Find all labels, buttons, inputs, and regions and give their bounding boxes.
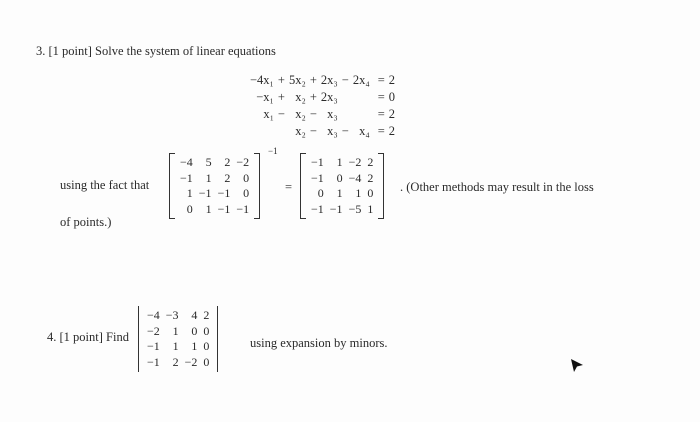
equation-term: x₂ <box>295 90 306 104</box>
equation-term: + <box>277 90 285 104</box>
determinant-cell: −1 <box>147 339 160 353</box>
matrix-a-cell: −4 <box>180 155 193 169</box>
determinant-cell: −1 <box>147 354 160 369</box>
matrix-inverse <box>300 153 384 219</box>
matrix-a <box>169 153 260 219</box>
matrix-a-table <box>177 155 252 217</box>
matrix-a-cell: 0 <box>186 201 193 216</box>
matrix-inverse-cell: −1 <box>311 201 324 216</box>
equation-term: = <box>377 107 385 121</box>
matrix-a-cell: 5 <box>205 155 212 169</box>
equation-term: 2 <box>388 107 395 121</box>
determinant-row <box>144 324 212 340</box>
determinant-cell: 2 <box>203 308 210 322</box>
equation-term: 0 <box>388 90 395 104</box>
inverse-exponent: −1 <box>268 146 278 156</box>
equation-term: + <box>309 73 317 87</box>
matrix-inverse-cell: 1 <box>355 186 362 200</box>
equation-term <box>351 89 372 106</box>
equation-term <box>351 106 372 123</box>
problem-4-prompt: 4. [1 point] Find <box>47 330 129 344</box>
equation-term: = <box>377 124 385 138</box>
matrix-inverse-row <box>308 202 376 218</box>
determinant-cell: 1 <box>191 339 198 353</box>
equation-term: + <box>277 73 285 87</box>
matrix-inverse-cell: 1 <box>367 201 374 216</box>
equation-term: − <box>341 73 349 87</box>
matrix-inverse-cell: −5 <box>348 201 362 216</box>
matrix-a-cell: 1 <box>205 170 212 185</box>
matrix-inverse-cell: 0 <box>317 186 324 200</box>
equation-term: 2x₃ <box>320 90 338 104</box>
equation-table <box>248 72 397 140</box>
matrix-inverse-cell: 0 <box>336 170 343 185</box>
matrix-a-row <box>177 202 252 218</box>
determinant-right-bar <box>217 306 218 372</box>
equation-term: 2x₄ <box>352 73 370 87</box>
determinant-cell: 4 <box>191 308 198 322</box>
equation-term: 2 <box>388 124 395 138</box>
matrix-inverse-cell: 1 <box>336 155 343 169</box>
determinant-cell: 2 <box>172 354 179 369</box>
equation-system <box>248 72 397 140</box>
determinant-cell: −2 <box>184 354 198 369</box>
matrix-a-cell: 0 <box>243 170 250 185</box>
determinant-cell: 0 <box>191 323 198 338</box>
matrix-a-cell: −1 <box>180 170 193 185</box>
matrix-inverse-cell: 1 <box>336 186 343 200</box>
matrix-a-cell: 2 <box>224 170 231 185</box>
matrix-inverse-cell: 2 <box>367 155 374 169</box>
determinant-cell: 0 <box>203 354 210 369</box>
using-text: using the fact that <box>60 178 150 192</box>
matrix-inverse-cell: 2 <box>367 170 374 185</box>
equation-term: − <box>277 107 285 121</box>
matrix-a-cell: 2 <box>224 155 231 169</box>
equation-term: x₄ <box>359 124 370 138</box>
matrix-a-cell: 0 <box>243 186 250 200</box>
equation-term: −4x₁ <box>250 73 274 87</box>
equation-term: − <box>309 124 317 138</box>
equation-term <box>340 106 351 123</box>
matrix-inverse-row <box>308 171 376 187</box>
matrix-a-left-bracket <box>169 153 175 219</box>
matrix-inverse-cell: −1 <box>311 170 324 185</box>
determinant-cell: 0 <box>203 323 210 338</box>
equals-sign: = <box>285 180 293 194</box>
matrix-a-cell: −1 <box>217 186 231 200</box>
equation-term: 5x₂ <box>288 73 306 87</box>
equation-term <box>276 123 287 140</box>
determinant-cell: 1 <box>172 339 179 353</box>
matrix-a-cell: −2 <box>236 155 250 169</box>
matrix-a-right-bracket <box>254 153 260 219</box>
problem-3-prompt: 3. [1 point] Solve the system of linear equations <box>36 44 276 58</box>
determinant-cell: 1 <box>172 323 179 338</box>
matrix-inverse-cell: −1 <box>311 155 324 169</box>
equation-row <box>248 106 397 123</box>
determinant-row <box>144 339 212 355</box>
equation-row <box>248 72 397 89</box>
determinant-row <box>144 308 212 324</box>
equation-term: = <box>377 73 385 87</box>
equation-term: x₂ <box>295 107 306 121</box>
equation-term: − <box>309 107 317 121</box>
equation-term: 2x₃ <box>320 73 338 87</box>
equation-row <box>248 123 397 140</box>
matrix-inverse-row <box>308 155 376 171</box>
matrix-inverse-right-bracket <box>378 153 384 219</box>
matrix-inverse-table <box>308 155 376 217</box>
equation-term: = <box>377 90 385 104</box>
determinant-cell: −2 <box>147 323 160 338</box>
matrix-inverse-cell: −1 <box>329 201 343 216</box>
matrix-a-cell: 1 <box>205 201 212 216</box>
equation-term: x₃ <box>327 107 338 121</box>
matrix-inverse-left-bracket <box>300 153 306 219</box>
matrix-a-row <box>177 171 252 187</box>
equation-term: x₃ <box>327 124 338 138</box>
matrix-inverse-cell: 0 <box>367 186 374 200</box>
determinant-cell: 0 <box>203 339 210 353</box>
matrix-inverse-cell: −4 <box>348 170 362 185</box>
determinant-cell: −3 <box>165 308 179 322</box>
equation-row <box>248 89 397 106</box>
matrix-a-row <box>177 155 252 171</box>
problem-4-suffix: using expansion by minors. <box>250 336 388 350</box>
matrix-a-cell: −1 <box>198 186 212 200</box>
determinant-row <box>144 355 212 371</box>
determinant-cell: −4 <box>147 308 160 322</box>
equation-term: − <box>341 124 349 138</box>
matrix-a-cell: −1 <box>236 201 250 216</box>
equation-term: −x₁ <box>256 90 274 104</box>
matrix-inverse-row <box>308 186 376 202</box>
matrix-a-row <box>177 186 252 202</box>
equation-term: x₂ <box>295 124 306 138</box>
other-methods-text-continued: of points.) <box>60 215 112 229</box>
matrix-inverse-cell: −2 <box>348 155 362 169</box>
determinant-table <box>144 308 212 370</box>
equation-term: x₁ <box>263 107 274 121</box>
determinant-left-bar <box>138 306 139 372</box>
determinant-matrix <box>138 306 218 372</box>
matrix-a-cell: −1 <box>217 201 231 216</box>
other-methods-text: . (Other methods may result in the loss <box>400 180 594 194</box>
equation-term <box>340 89 351 106</box>
equation-term <box>248 123 276 140</box>
equation-term: + <box>309 90 317 104</box>
mouse-cursor-icon <box>570 358 584 374</box>
equation-term: 2 <box>388 73 395 87</box>
matrix-a-cell: 1 <box>186 186 193 200</box>
